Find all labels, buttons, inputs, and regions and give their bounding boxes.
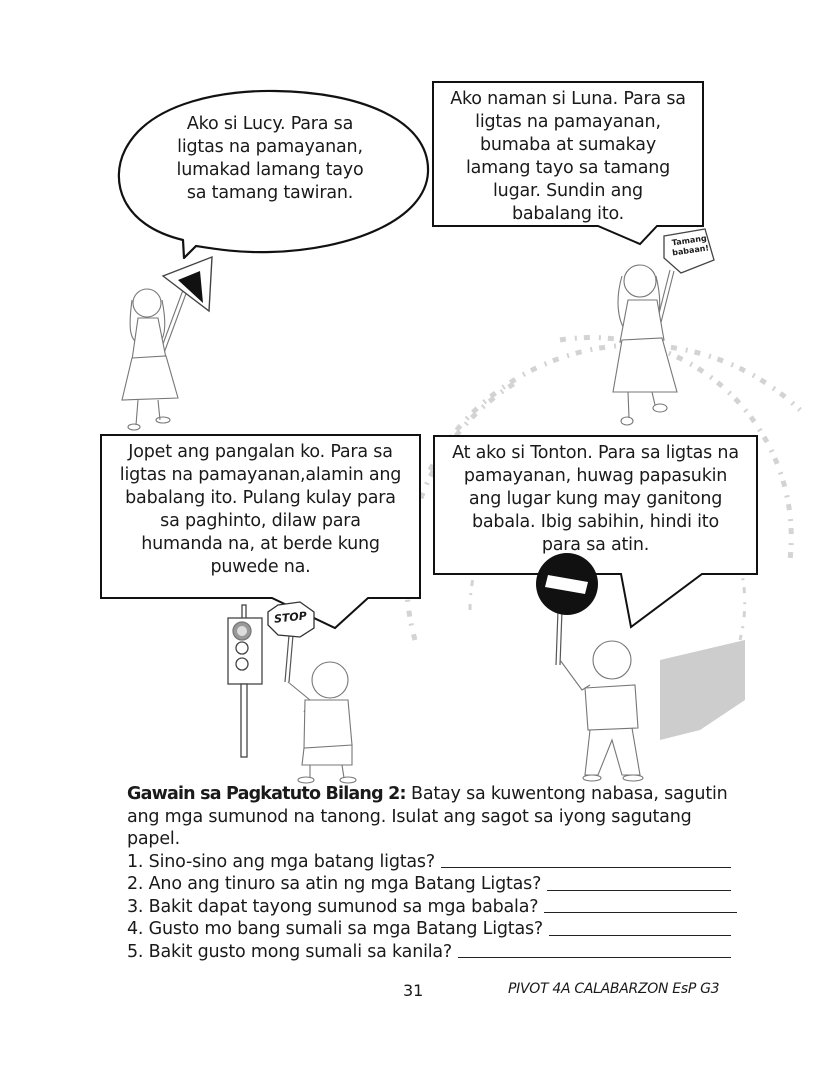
question-text: 2. Ano ang tinuro sa atin ng mga Batang Ligtas? [127,874,542,894]
jopet-line: Jopet ang pangalan ko. Para sa [128,442,393,462]
tonton-line: pamayanan, huwag papasukin [463,466,728,486]
question-item [127,896,737,919]
question-text: 4. Gusto mo bang sumali sa mga Batang Ligtas? [127,919,543,939]
luna-sign-line-1: Tamang [671,233,708,248]
luna-line: lugar. Sundin ang [493,181,643,201]
question-item [127,941,731,964]
luna-line: Ako naman si Luna. Para sa [450,89,686,109]
lucy-line: ligtas na pamayanan, [177,137,363,157]
no-entry-sign-icon [536,553,598,665]
lucy-line: Ako si Lucy. Para sa [186,114,354,134]
luna-speech-text [437,88,699,226]
question-text: 3. Bakit dapat tayong sumunod sa mga babala? [127,896,539,917]
activity-heading: Gawain sa Pagkatuto Bilang 2: [127,784,406,804]
lucy-speech-text [150,113,390,205]
jopet-line: humanda na, at berde kung [141,534,380,554]
luna-line: lamang tayo sa tamang [465,158,671,178]
lucy-illustration [122,257,212,430]
luna-sign-line-2: babaan! [671,243,710,258]
question-item [127,918,731,941]
activity-instruction-line-2: ang mga sumunod na tanong. Isulat ang sagot sa iyong sagutang [127,806,692,827]
tonton-illustration [560,641,643,781]
answer-blank[interactable] [549,918,731,936]
question-text: 5. Bakit gusto mong sumali sa kanila? [127,941,453,962]
tonton-line: ang lugar kung may ganitong [468,489,723,509]
luna-line: babalang ito. [511,204,625,224]
activity-section [127,783,747,963]
answer-blank[interactable] [544,896,737,914]
seal-watermark-shade [660,640,745,740]
lucy-line: lumakad lamang tayo [176,160,364,180]
jopet-line: sa paghinto, dilaw para [160,511,361,531]
question-item [127,873,731,896]
luna-illustration [613,229,714,425]
lucy-line: sa tamang tawiran. [186,183,354,203]
footer-source: PIVOT 4A CALABARZON EsP G3 [508,981,720,997]
traffic-light-icon [228,605,262,757]
page-number: 31 [403,981,424,1000]
answer-blank[interactable] [547,873,731,891]
jopet-illustration [288,662,356,783]
luna-line: ligtas na pamayanan, [475,112,661,132]
activity-instruction-line-3: papel. [127,829,180,849]
question-text: 1. Sino-sino ang mga batang ligtas? [127,851,435,872]
activity-instruction-text: Batay sa kuwentong nabasa, sagutin [405,784,728,804]
tonton-line: para sa atin. [541,535,650,555]
tonton-line: At ako si Tonton. Para sa ligtas na [452,443,739,463]
luna-line: bumaba at sumakay [479,135,656,155]
jopet-line: ligtas na pamayanan,alamin ang [119,465,402,485]
activity-instruction-line-1 [127,783,747,806]
tonton-line: babala. Ibig sabihin, hindi ito [472,512,719,532]
answer-blank[interactable] [458,941,731,959]
jopet-line: puwede na. [210,557,311,577]
tonton-speech-text [437,442,754,557]
stop-sign-text: STOP [273,609,308,626]
jopet-line: babalang ito. Pulang kulay para [125,488,396,508]
jopet-speech-text [104,441,417,579]
question-item [127,851,731,874]
answer-blank[interactable] [441,851,731,869]
